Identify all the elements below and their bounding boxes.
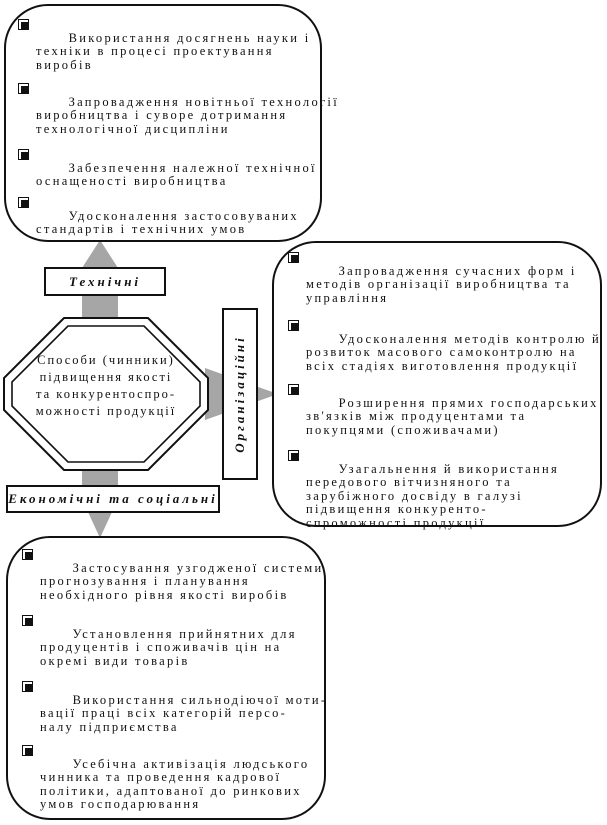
organizational-box (272, 241, 602, 530)
technical-label: Технічні (44, 267, 166, 296)
organizational-item-1 (288, 251, 577, 319)
bullet-icon (18, 197, 29, 208)
bullet-icon (22, 681, 33, 692)
bullet-icon (18, 19, 29, 30)
bullet-icon (288, 252, 299, 263)
bullet-icon (288, 450, 299, 461)
organizational-label-text: Організаційні (232, 335, 247, 453)
economic-item-3-text: Використання сильнодіючої моти- вації праці всіх категорій персо- налу підприємства (40, 692, 328, 734)
bullet-icon (22, 615, 33, 626)
technical-item-4 (18, 196, 299, 250)
technical-item-1-text: Використання досягнень науки і техніки в процесі проектування виробів (36, 30, 311, 72)
economic-item-1 (22, 548, 323, 616)
economic-item-2 (22, 614, 297, 682)
connector-stem-technical (82, 296, 118, 320)
center-title: Способи (чинники) підвищення якості та конкурентоспро- можності продукції (35, 353, 177, 418)
organizational-item-1-text: Запровадження сучасних форм і методів організації виробництва та управління (306, 263, 577, 305)
technical-item-2-text: Запровадження новітньої технології виробництва і суворе дотримання технологічної дисципліни (36, 94, 339, 136)
bullet-icon (22, 549, 33, 560)
technical-item-3 (18, 148, 317, 202)
economic-social-box (6, 536, 326, 820)
organizational-item-2-text: Удосконалення методів контролю й розвиток масового самоконтролю на всіх стадіях виготовлення продукції (306, 331, 602, 373)
technical-item-2 (18, 82, 339, 150)
economic-item-2-text: Установлення прийнятних для продуцентів і споживачів цін на окремі види товарів (40, 626, 297, 668)
organizational-item-3 (288, 383, 599, 451)
bullet-icon (288, 320, 299, 331)
technical-item-3-text: Забезпечення належної технічної оснащеності виробництва (36, 160, 317, 188)
organizational-item-2 (288, 319, 601, 387)
bullet-icon (18, 149, 29, 160)
economic-social-label: Економічні та соціальні (6, 485, 220, 513)
economic-item-1-text: Застосування узгодженої системи прогнозування і планування необхідного рівня якості виробів (40, 560, 324, 602)
bullet-icon (288, 384, 299, 395)
technical-item-4-text: Удосконалення застосовуваних стандартів і технічних умов (36, 208, 299, 236)
economic-item-4-text: Усебічна активізація людського чинника та проведення кадрової політики, адаптованої до ринкових умов господарювання (40, 756, 310, 811)
organizational-item-3-text: Розширення прямих господарських зв'язків між продуцентами та покупцями (споживачами) (306, 395, 599, 437)
technical-item-1 (18, 18, 311, 86)
economic-item-4 (22, 744, 309, 825)
technical-box (4, 4, 339, 242)
economic-item-3 (22, 680, 327, 748)
bullet-icon (22, 745, 33, 756)
connector-down-economic (88, 512, 112, 538)
organizational-item-4-text: Узагальнення й використання передового вітчизняного та зарубіжного досвіду в галузі підвищення конкуренто- спроможності продукції (306, 461, 559, 530)
bullet-icon (18, 83, 29, 94)
organizational-label (222, 308, 258, 480)
organizational-item-4 (288, 449, 559, 544)
